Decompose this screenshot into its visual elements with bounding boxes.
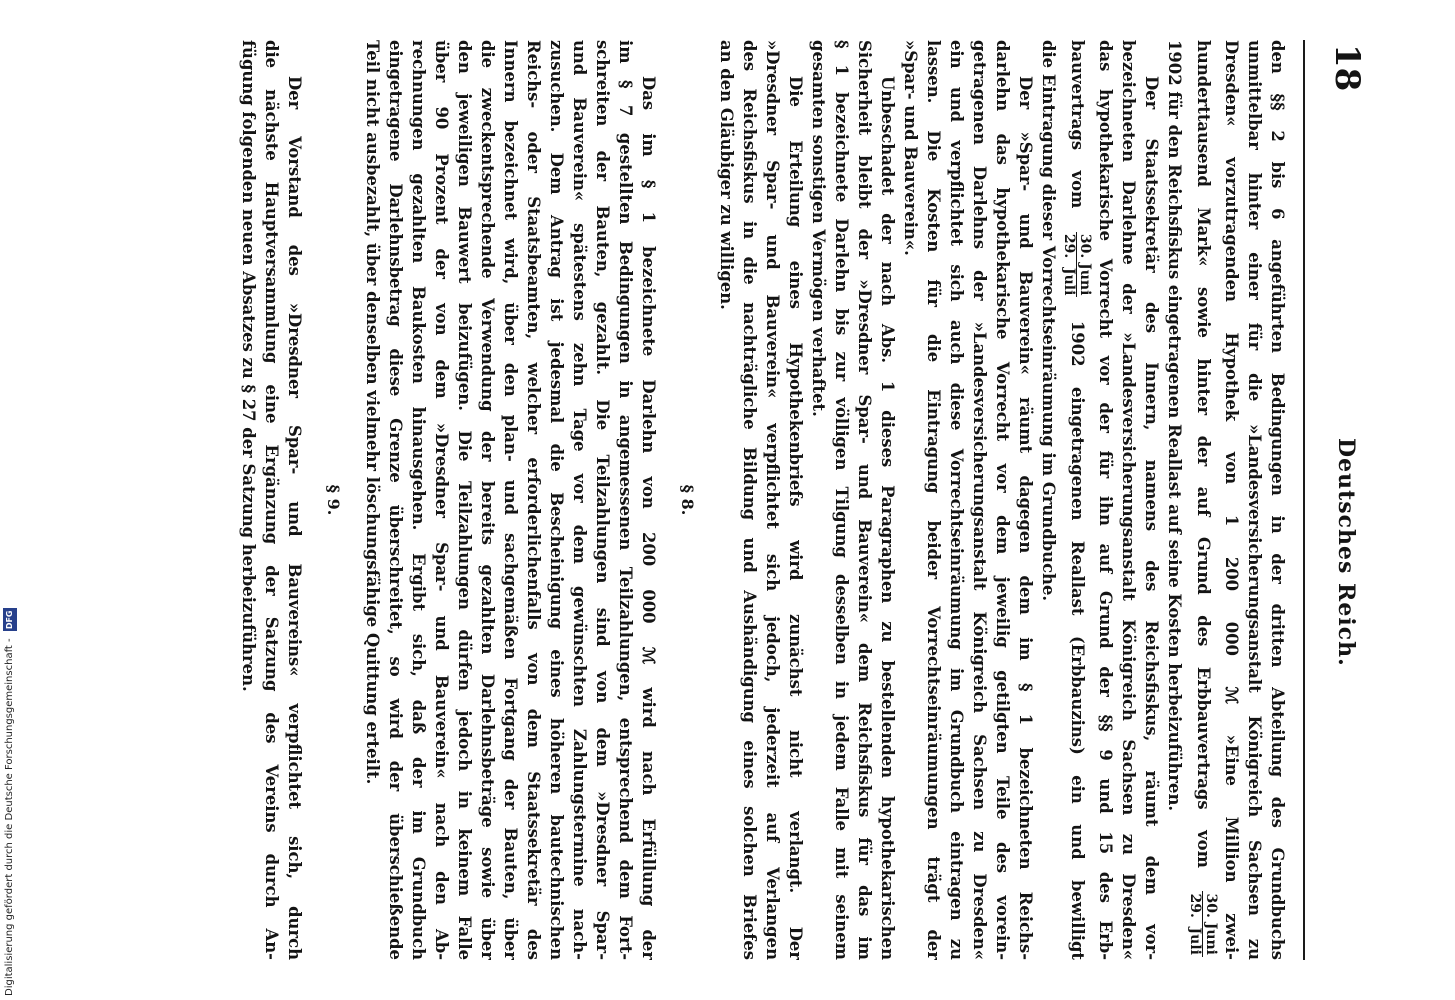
text-line-with-fraction — [1186, 40, 1220, 960]
text-line: Der Vorstand des »Dresdner Spar- und Bauvereins« verpflichtet sich, durch — [285, 76, 304, 960]
text-line: Reichs- oder Staatsbeamten, welcher erforderlichenfalls von dem Staatssekretär des — [524, 40, 543, 960]
text-line: »Dresdner Spar- und Bauverein« verpflichtet sich jedoch, jederzeit auf Verlangen — [763, 40, 782, 960]
page-header — [1307, 0, 1367, 1000]
fraction-denominator: 29. Juli — [1187, 893, 1203, 955]
header-rule — [1303, 40, 1305, 960]
text-line: den jeweiligen Bauwert beizufügen. Die Teilzahlungen dürfen jedoch in keinem Falle — [455, 40, 474, 960]
text-line: zusuchen. Dem Antrag ist jedesmal die Bescheinigung eines höheren bautechnischen — [547, 40, 566, 960]
text-line: Sicherheit bleibt der »Dresdner Spar- und Bauverein« dem Reichsfiskus für das im — [855, 40, 874, 960]
spacer — [699, 40, 715, 960]
text-line: getragenen Darlehns der »Landesversicherungsanstalt Königreich Sachsen zu Dresden« — [970, 40, 989, 960]
text-line: des Reichsfiskus in die nachträgliche Bildung und Aushändigung eines solchen Briefes — [740, 40, 759, 960]
text-line: die zweckentsprechende Verwendung der bereits gezahlten Darlehnsbeträge sowie über — [478, 40, 497, 960]
text-line: Der Staatssekretär des Innern, namens des Reichsfiskus, räumt dem vor- — [1142, 76, 1161, 960]
text-line: § 1 bezeichnete Darlehn bis zur völligen Tilgung desselben in jedem Falle mit seinem — [832, 40, 851, 960]
text-line: an den Gläubiger zu willigen. — [717, 40, 736, 310]
text-line: die Eintragung dieser Vorrechtseinräumung im Grundbuche. — [1039, 40, 1058, 602]
funding-text: Digitalisierung gefördert durch die Deutsche Forschungsgemeinschaft - — [4, 638, 15, 996]
text-line: Unbeschadet der nach Abs. 1 dieses Paragraphen zu bestellenden hypothekarischen — [878, 76, 897, 960]
text-span: 1902 eingetragenen Reallast (Erbbauzins) ein und bewilligt — [1068, 320, 1087, 960]
page-number: 18 — [1327, 44, 1367, 92]
text-line: Innern bezeichnet wird, über den plan- und sachgemäßen Fortgang der Bauten, über — [501, 40, 520, 960]
text-line: darlehn das hypothekarische Vorrecht vor dem jeweilig getilgten Teile des vorein- — [993, 40, 1012, 960]
text-span: bauvertrags vom — [1068, 40, 1087, 209]
fraction-numerator: 30. Juni — [1203, 893, 1219, 955]
text-line: bezeichneten Darlehne der »Landesversicherungsanstalt Königreich Sachsen zu Dresden« — [1119, 40, 1138, 960]
dfg-logo: DFG — [3, 609, 17, 632]
text-line: unmittelbar hinter einer für die »Landesversicherungsanstalt Königreich Sachsen zu — [1245, 40, 1264, 960]
funding-note — [3, 606, 17, 996]
text-line: Dresden« vorzutragenden Hypothek von 1 200 000 ℳ »Eine Million zwei- — [1222, 40, 1241, 960]
sidebar-credit — [3, 606, 17, 996]
text-line-with-fraction — [1060, 40, 1094, 960]
fraction-numerator: 30. Juni — [1077, 233, 1093, 296]
text-line: eingetragene Darlehnsbetrag diese Grenze überschreitet, so wird der überschießende — [386, 40, 405, 960]
text-line: gesamten sonstigen Vermögen verhaftet. — [809, 40, 828, 417]
text-line: das hypothekarische Vorrecht vor der für ihn auf Grund der §§ 9 und 15 des Erb- — [1096, 40, 1115, 960]
fraction-denominator: 29. Juli — [1061, 233, 1077, 296]
text-line: über 90 Prozent der von dem »Dresdner Spar- und Bauverein« nach den Ab- — [432, 40, 451, 960]
section-heading: § 9. — [324, 484, 343, 516]
page-title: Deutsches Reich. — [1333, 438, 1359, 667]
text-line: Der »Spar- und Bauverein« räumt dagegen dem im § 1 bezeichneten Reichs- — [1016, 76, 1035, 960]
date-fraction — [1187, 891, 1218, 957]
text-line: die nächste Hauptversammlung eine Ergänzung der Satzung des Vereins durch An- — [262, 40, 281, 960]
text-line: den §§ 2 bis 6 angeführten Bedingungen in der dritten Abteilung des Grundbuchs — [1268, 40, 1287, 960]
spacer — [306, 40, 322, 960]
text-line: rechnungen gezahlten Baukosten hinausgehen. Ergibt sich, daß der im Grundbuch — [409, 40, 428, 960]
text-line: Das im § 1 bezeichnete Darlehn von 200 000 ℳ wird nach Erfüllung der — [639, 76, 658, 960]
section-heading: § 8. — [678, 484, 697, 516]
text-line: fügung folgenden neuen Absatzes zu § 27 der Satzung herbeizuführen. — [239, 40, 258, 692]
text-span: hunderttausend Mark« sowie hinter der auf Grund des Erbbauvertrags vom — [1194, 40, 1213, 868]
spacer — [660, 40, 676, 960]
page-body — [237, 40, 1289, 960]
text-line: »Spar- und Bauverein«. — [901, 40, 920, 256]
text-line: ein und verpflichtet sich auch diese Vorrechtseinräumung im Grundbuch eintragen zu — [947, 40, 966, 960]
text-line: Die Erteilung eines Hypothekenbriefs wird zunächst nicht verlangt. Der — [786, 76, 805, 960]
text-line: und Bauverein« spätestens zehn Tage vor dem gewünschten Zahlungstermine nach- — [570, 40, 589, 960]
text-line: schreiten der Bauten, gezahlt. Die Teilzahlungen sind von dem »Dresdner Spar- — [593, 40, 612, 960]
date-fraction — [1061, 232, 1092, 298]
text-line: im § 7 gestellten Bedingungen in angemessenen Teilzahlungen, entsprechend dem Fort- — [616, 40, 635, 960]
text-line: 1902 für den Reichsfiskus eingetragenen Reallast auf seine Kosten herbeizuführen. — [1165, 40, 1184, 812]
spacer — [345, 40, 361, 960]
text-line: Teil nicht ausbezahlt, über denselben vielmehr löschungsfähige Quittung erteilt. — [363, 40, 382, 785]
text-line: lassen. Die Kosten für die Eintragung beider Vorrechtseinräumungen trägt der — [924, 40, 943, 960]
